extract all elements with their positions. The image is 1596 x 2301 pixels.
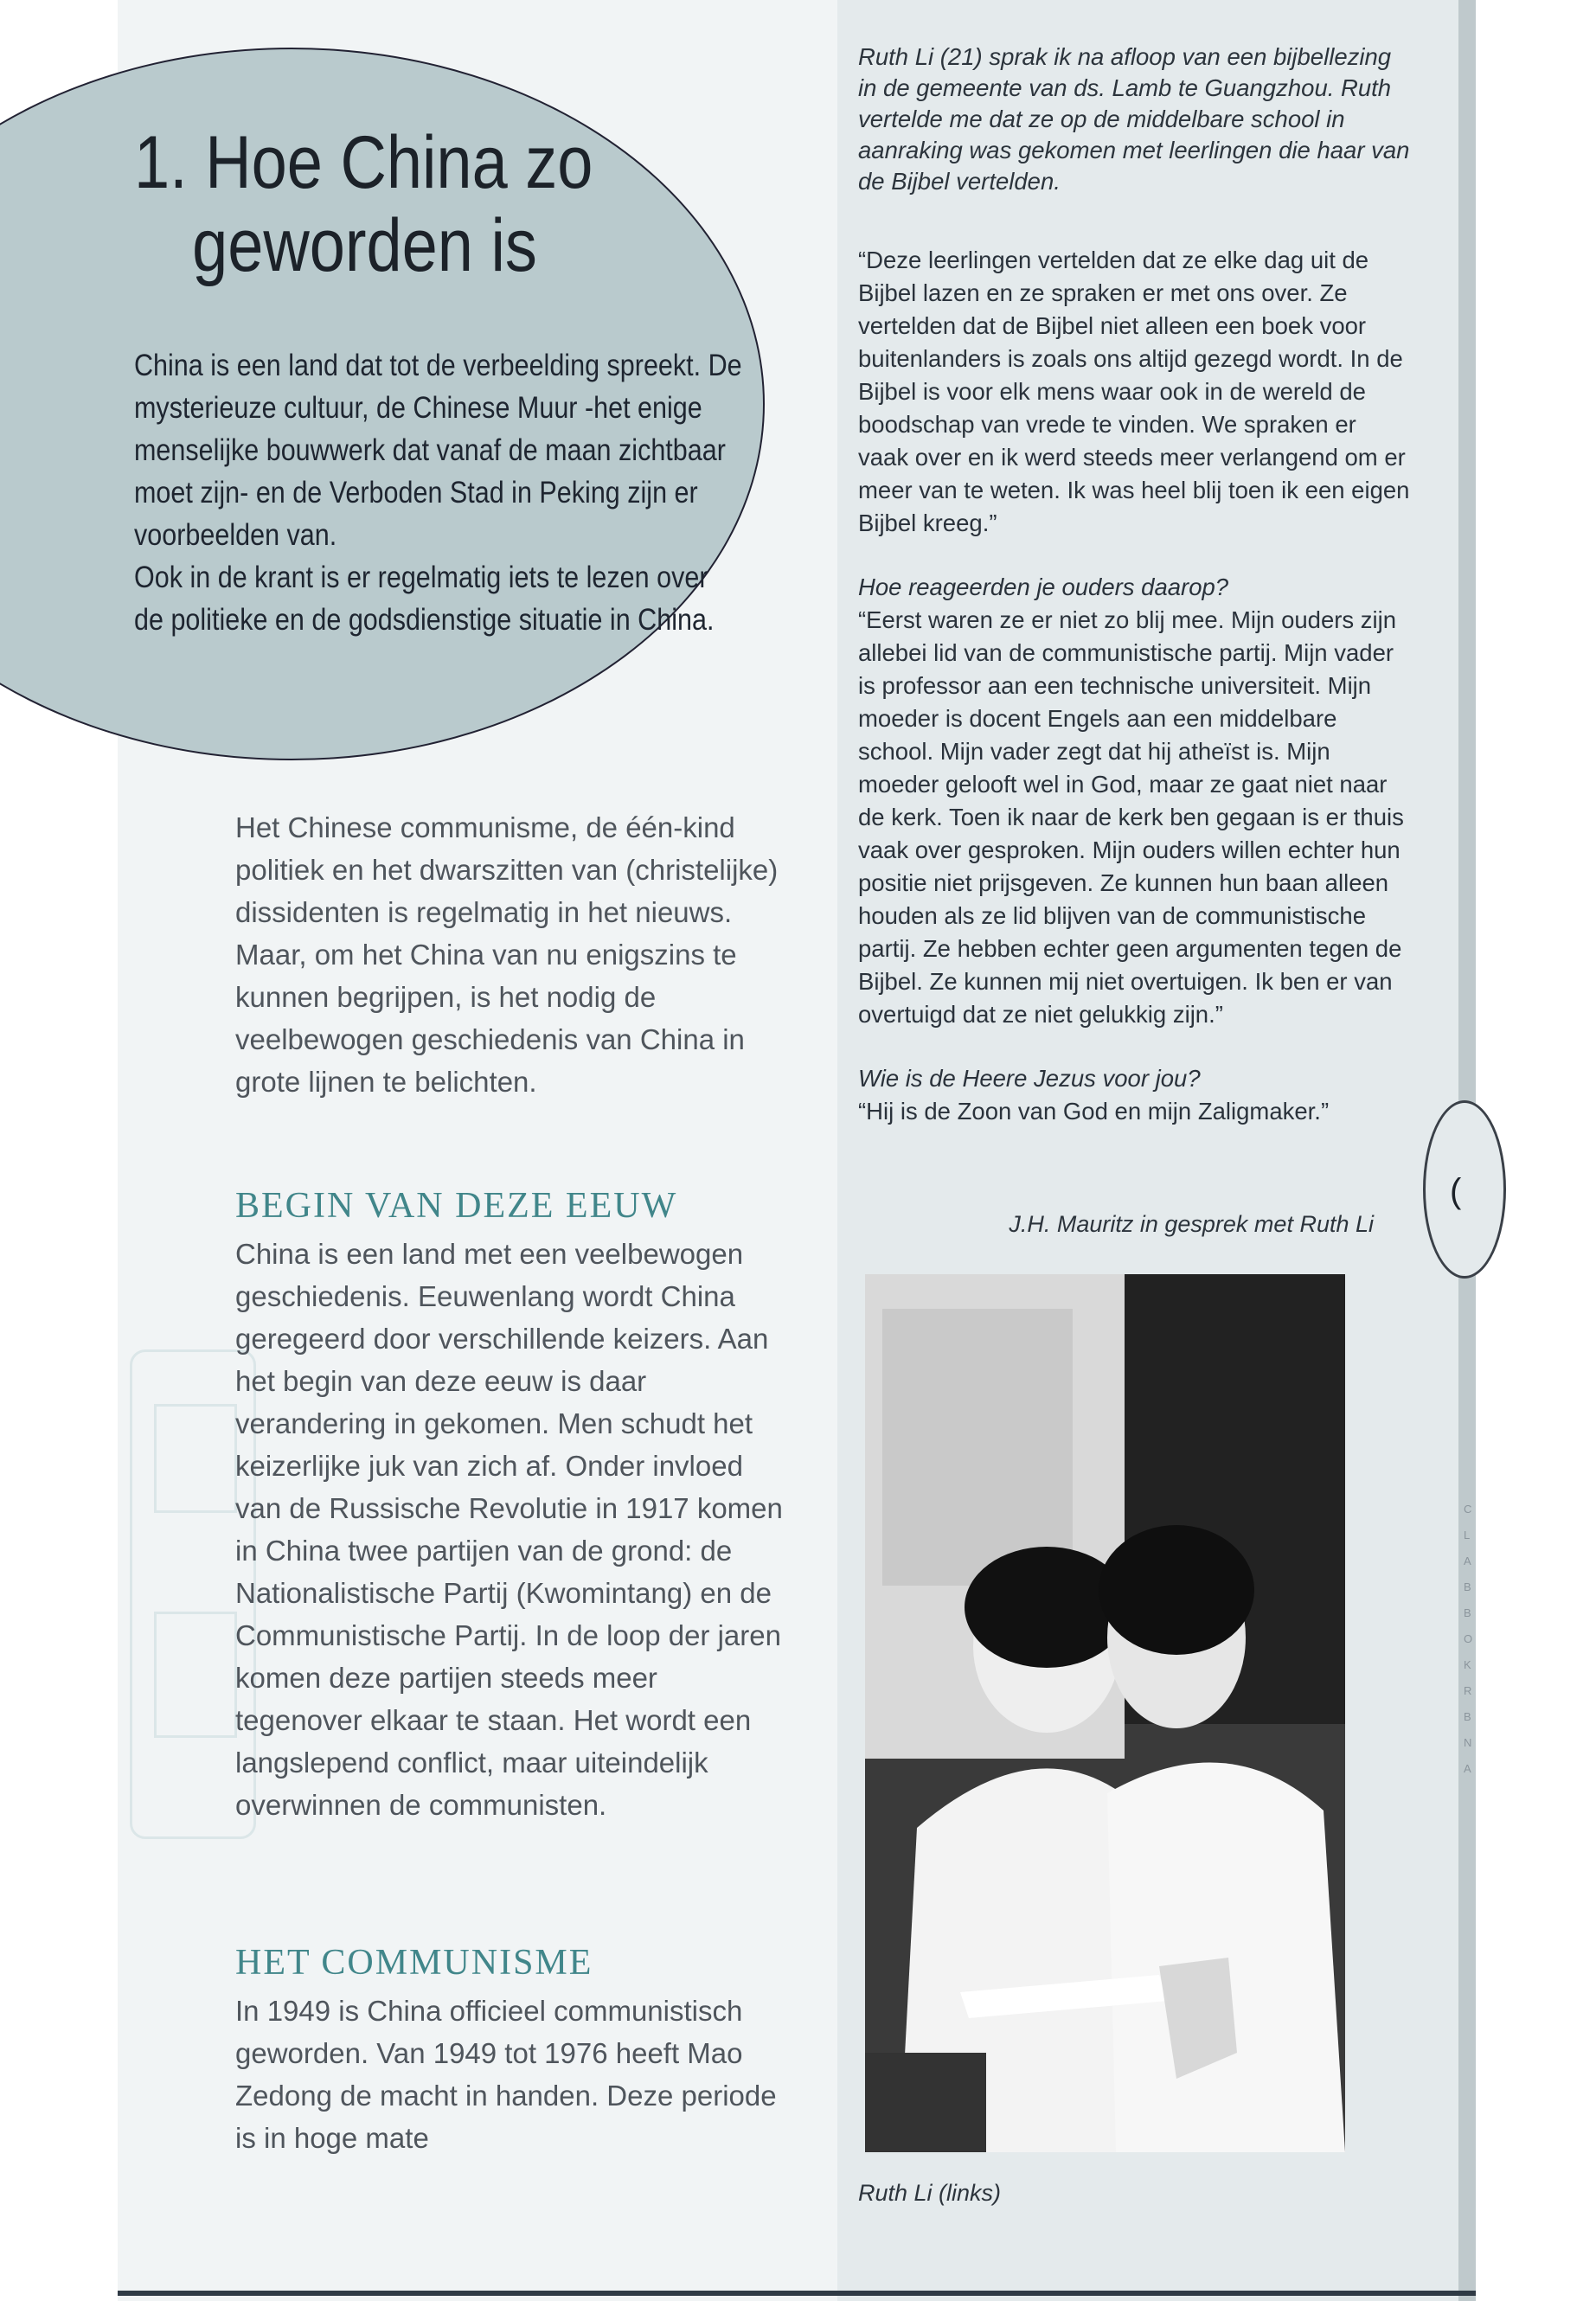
body-paragraph: China is een land met een veelbewogen geschiedenis. Eeuwenlang wordt China geregeerd door verschillende keizers. Aan het begin van deze eeuw is daar verandering in gekomen. Men schudt het keizerlijke juk van zich af. Onder invloed van de Russische Revolutie in 1917 komen in China twee partijen van de grond: de Nationalistische Partij (Kwomintang) en de Communistische Partij. In de loop der jaren komen deze partijen steeds meer tegenover elkaar te staan. Het wordt een langslepend conflict, maar uiteindelijk overwinnen de communisten. [235, 1238, 783, 1821]
intro-paragraph: Ook in de krant is er regelmatig iets te lezen over de politieke en de godsdienstige situatie in China. [134, 560, 715, 637]
interview-body [858, 244, 1412, 1128]
bottom-rule [118, 2291, 1476, 2296]
chapter-tab-mark: ( [1450, 1172, 1462, 1210]
section-text-begin [235, 1233, 789, 1826]
intro-paragraph: China is een land dat tot de verbeelding spreekt. De mysterieuze cultuur, de Chinese Muur -het enige menselijke bouwwerk dat vanaf de maan zichtbaar moet zijn- en de Verboden Stad in Peking zijn er voorbeelden van. [134, 348, 742, 552]
body-paragraph: Het Chinese communisme, de één-kind politiek en het dwarszitten van (christelijke) dissidenten is regelmatig in het nieuws. [235, 811, 779, 928]
interview-signature: J.H. Mauritz in gesprek met Ruth Li [1009, 1211, 1374, 1237]
body-paragraph: In 1949 is China officieel communistisch geworden. Van 1949 tot 1976 heeft Mao Zedong de macht in handen. Deze periode is in hoge mate [235, 1995, 777, 2154]
interview-lead: Ruth Li (21) sprak ik na afloop van een bijbellezing in de gemeente van ds. Lamb te Guangzhou. Ruth vertelde me dat ze op de middelbare school in aanraking was gekomen met leerlingen die haar van de Bijbel vertelden. [858, 43, 1410, 195]
body-paragraph: Maar, om het China van nu enigszins te kunnen begrijpen, is het nodig de veelbewogen geschiedenis van China in grote lijnen te belichten. [235, 939, 745, 1098]
interview-question: Hoe reageerden je ouders daarop? [858, 574, 1229, 600]
interview-question: Wie is de Heere Jezus voor jou? [858, 1065, 1201, 1092]
chapter-tab [1423, 1100, 1506, 1279]
interview-answer: “Eerst waren ze er niet zo blij mee. Mijn ouders zijn allebei lid van de communistische partij. Mijn vader is professor aan een technische universiteit. Mijn moeder is docent Engels aan een middelbare school. Mijn vader zegt dat hij atheïst is. Mijn moeder gelooft wel in God, maar ze gaat niet naar de kerk. Toen ik naar de kerk ben gegaan is er thuis vaak over gesproken. Mijn ouders willen echter hun positie niet prijsgeven. Ze kunnen hun baan alleen houden als ze lid blijven van de communistische partij. Ze hebben echter geen argumenten tegen de Bijbel. Ze kunnen mij niet overtuigen. Ik ben er van overtuigd dat ze niet gelukkig zijn.” [858, 606, 1404, 1028]
section-heading-communisme: HET COMMUNISME [235, 1943, 593, 1983]
section-text-communisme [235, 1990, 789, 2159]
chapter-title [134, 121, 729, 287]
photo-illustration [865, 1274, 1345, 2152]
photo-ruth-li [865, 1274, 1345, 2152]
chapter-title-line2: geworden is [192, 204, 537, 287]
section-heading-begin: BEGIN VAN DEZE EEUW [235, 1186, 678, 1226]
interview-quote: “Deze leerlingen vertelden dat ze elke dag uit de Bijbel lazen en ze spraken er met ons over. Ze vertelden dat de Bijbel niet alleen een boek voor buitenlanders is zoals ons altijd gezegd wordt. In de Bijbel is voor elk mens waar ook in de wereld de boodschap van vrede te vinden. We spraken er vaak over en ik werd steeds meer verlangend om er meer van te weten. Ik was heel blij toen ik een eigen Bijbel kreeg.” [858, 247, 1410, 536]
chapter-intro [134, 344, 744, 641]
photo-caption: Ruth Li (links) [858, 2180, 1002, 2206]
chapter-title-line1: 1. Hoe China zo [134, 121, 593, 204]
left-intro-text [235, 806, 789, 1103]
page-edge-letters: CLABBOKRBNA [1464, 1503, 1473, 1775]
interview-answer: “Hij is de Zoon van God en mijn Zaligmaker.” [858, 1098, 1330, 1125]
